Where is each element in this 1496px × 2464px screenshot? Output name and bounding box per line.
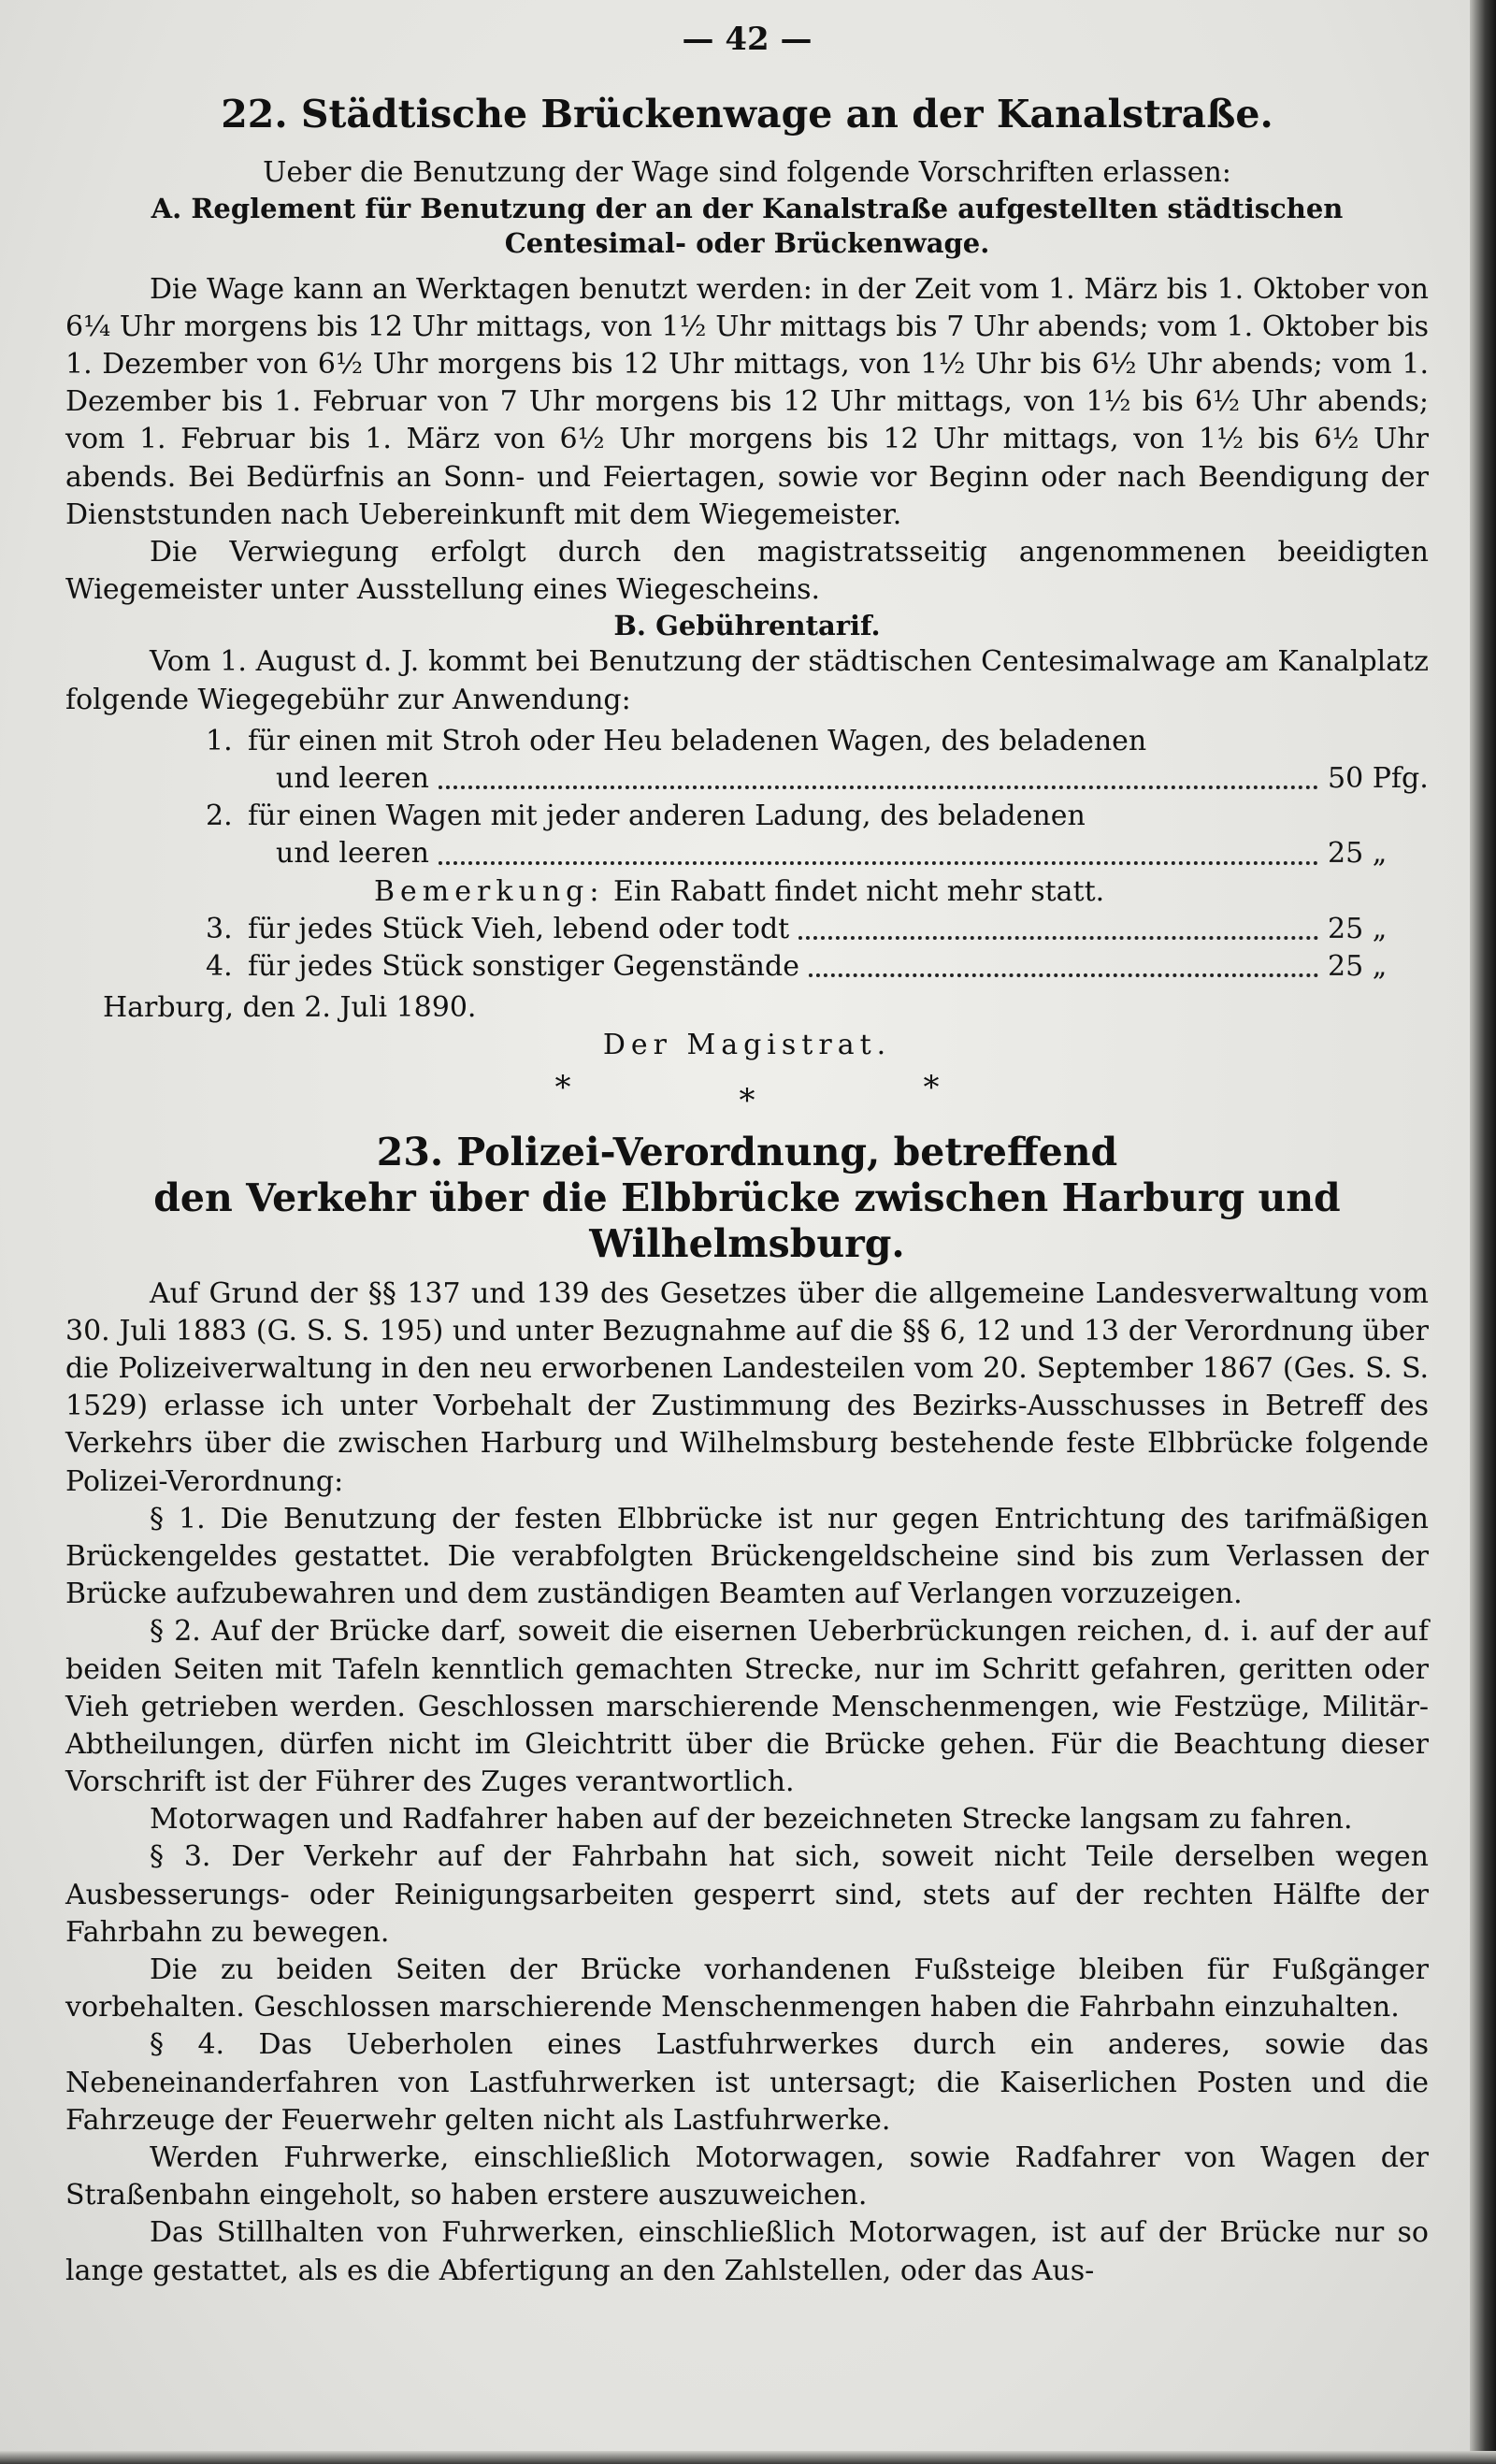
fee-item-text: und leeren <box>276 761 429 795</box>
leader-dots <box>798 936 1318 940</box>
fee-item-price: 50 Pfg. <box>1328 761 1429 795</box>
section-22-paragraph-2: Die Verwiegung erfolgt durch den magistratsseitig angenommenen beeidigten Wiegemeister unter Ausstellung eines Wiegescheins. <box>65 535 1429 607</box>
fee-item-text: und leeren <box>276 837 429 871</box>
subsection-b-title: B. Gebührentarif. <box>613 610 881 642</box>
section-22-paragraph-3: Vom 1. August d. J. kommt bei Benutzung der städtischen Centesimalwage am Kanalplatz folgende Wiegegebühr zur Anwendung: <box>65 645 1429 716</box>
fee-item <box>65 723 1429 760</box>
separator-star: * <box>923 1069 940 1107</box>
paragraph-4: § 4. Das Ueberholen eines Lastfuhrwerkes durch ein anderes, sowie das Nebeneinanderfahren von Lastfuhrwerken ist untersagt; die Kaiserlichen Posten und die Fahrzeuge der Feuerwehr gelten nicht als Lastfuhrwerke. <box>65 2028 1429 2137</box>
page-number: — 42 — <box>682 21 813 58</box>
fee-item <box>65 911 1429 948</box>
fee-item <box>65 948 1429 986</box>
fee-list <box>65 723 1429 986</box>
page-edge-shadow <box>1470 0 1496 2464</box>
leader-dots <box>439 785 1318 789</box>
fee-item-text: für jedes Stück sonstiger Gegenstände <box>248 949 799 983</box>
fee-item-continuation <box>65 760 1429 798</box>
leader-dots <box>439 861 1318 865</box>
section-22-title: 22. Städtische Brückenwage an der Kanalstraße. <box>221 92 1273 137</box>
fee-item-text: für einen mit Stroh oder Heu beladenen Wagen, des beladenen <box>248 724 1147 757</box>
fee-item <box>65 798 1429 835</box>
paragraph-3: § 3. Der Verkehr auf der Fahrbahn hat sich, soweit nicht Teile derselben wegen Ausbesserungs- oder Reinigungsarbeiten gesperrt sind, stets auf der rechten Hälfte der Fahrbahn zu bewegen. <box>65 1840 1429 1949</box>
fee-item-price: 25 „ <box>1328 837 1388 871</box>
fee-remark-label: Bemerkung: <box>374 874 605 908</box>
fee-item-continuation <box>65 835 1429 872</box>
paragraph-2-continued: Motorwagen und Radfahrer haben auf der bezeichneten Strecke langsam zu fahren. <box>150 1803 1353 1837</box>
fee-item-price: 25 „ <box>1328 949 1388 983</box>
fee-item-number: 4. <box>206 949 233 983</box>
fee-item-price: 25 „ <box>1328 912 1388 945</box>
fee-item-text: für einen Wagen mit jeder anderen Ladung, des beladenen <box>248 800 1086 833</box>
section-22-paragraph-1: Die Wage kann an Werktagen benutzt werden: in der Zeit vom 1. März bis 1. Oktober von 6¼ Uhr morgens bis 12 Uhr mittags, von 1½ Uhr mittags bis 7 Uhr abends; vom 1. Oktober bis 1. Dezember von 6½ Uhr morgens bis 12 Uhr mittags, von 1½ Uhr bis 6½ Uhr abends; vom 1. Dezember bis 1. Februar von 7 Uhr morgens bis 12 Uhr mittags, von 1½ bis 6½ Uhr abends; vom 1. Februar bis 1. März von 6½ Uhr morgens bis 12 Uhr mittags, von 1½ bis 6½ Uhr abends. Bei Bedürfnis an Sonn- und Feiertagen, sowie vor Beginn oder nach Beendigung der Dienststunden nach Uebereinkunft mit dem Wiegemeister. <box>65 272 1429 531</box>
separator-star: * <box>554 1069 571 1107</box>
paragraph-4-continued-2: Das Stillhalten von Fuhrwerken, einschließlich Motorwagen, ist auf der Brücke nur so lange gestattet, als es die Abfertigung an den Zahlstellen, oder das Aus- <box>65 2216 1429 2287</box>
section-23-title-line-1: 23. Polizei-Verordnung, betreffend <box>376 1130 1118 1175</box>
fee-item-number: 2. <box>206 800 233 833</box>
fee-item-text: für jedes Stück Vieh, lebend oder todt <box>248 912 790 945</box>
fee-remark-text: Ein Rabatt findet nicht mehr statt. <box>613 874 1105 908</box>
separator-star: * <box>739 1082 755 1120</box>
section-23-preamble: Auf Grund der §§ 137 und 139 des Gesetzes über die allgemeine Landesverwaltung vom 30. Juli 1883 (G. S. S. 195) und unter Bezugnahme auf die §§ 6, 12 und 13 der Verordnung über die Polizeiverwaltung in den neu erworbenen Landesteilen vom 20. September 1867 (Ges. S. S. 1529) erlasse ich unter Vorbehalt der Zustimmung des Bezirks-Ausschusses in Betreff des Verkehrs über die zwischen Harburg und Wilhelmsburg bestehende feste Elbbrücke folgende Polizei-Verordnung: <box>65 1276 1429 1498</box>
fee-remark <box>65 873 1429 911</box>
signature: Der Magistrat. <box>602 1029 892 1062</box>
section-22-intro: Ueber die Benutzung der Wage sind folgende Vorschriften erlassen: <box>263 156 1231 190</box>
page-edge-bottom <box>0 2451 1496 2464</box>
fee-item-number: 3. <box>206 912 233 945</box>
paragraph-4-continued: Werden Fuhrwerke, einschließlich Motorwagen, sowie Radfahrer von Wagen der Straßenbahn eingeholt, so haben erstere auszuweichen. <box>65 2140 1429 2212</box>
place-date: Harburg, den 2. Juli 1890. <box>103 991 477 1025</box>
paragraph-2: § 2. Auf der Brücke darf, soweit die eisernen Ueberbrückungen reichen, d. i. auf der auf beiden Seiten mit Tafeln kenntlich gemachten Strecke, nur im Schritt gefahren, geritten oder Vieh getrieben werden. Geschlossen marschierende Menschenmengen, wie Festzüge, Militär-Abtheilungen, dürfen nicht im Gleichtritt über die Brücke gehen. Für die Beachtung dieser Vorschrift ist der Führer des Zuges verantwortlich. <box>65 1615 1429 1799</box>
fee-item-number: 1. <box>206 724 233 757</box>
paragraph-3-continued: Die zu beiden Seiten der Brücke vorhandenen Fußsteige bleiben für Fußgänger vorbehalten. Geschlossen marschierende Menschenmengen haben die Fahrbahn einzuhalten. <box>65 1953 1429 2025</box>
section-23-title-line-2: den Verkehr über die Elbbrücke zwischen Harburg und Wilhelmsburg. <box>153 1175 1341 1267</box>
paragraph-1: § 1. Die Benutzung der festen Elbbrücke ist nur gegen Entrichtung des tarifmäßigen Brückengeldes gestattet. Die verabfolgten Brückengeldscheine sind bis zum Verlassen der Brücke aufzubewahren und dem zuständigen Beamten auf Verlangen vorzuzeigen. <box>65 1502 1429 1611</box>
subsection-a-title: A. Reglement für Benutzung der an der Kanalstraße aufgestellten städtischen Centesimal- oder Brückenwage. <box>151 193 1344 260</box>
leader-dots <box>809 973 1318 977</box>
section-separator <box>65 1069 1429 1120</box>
